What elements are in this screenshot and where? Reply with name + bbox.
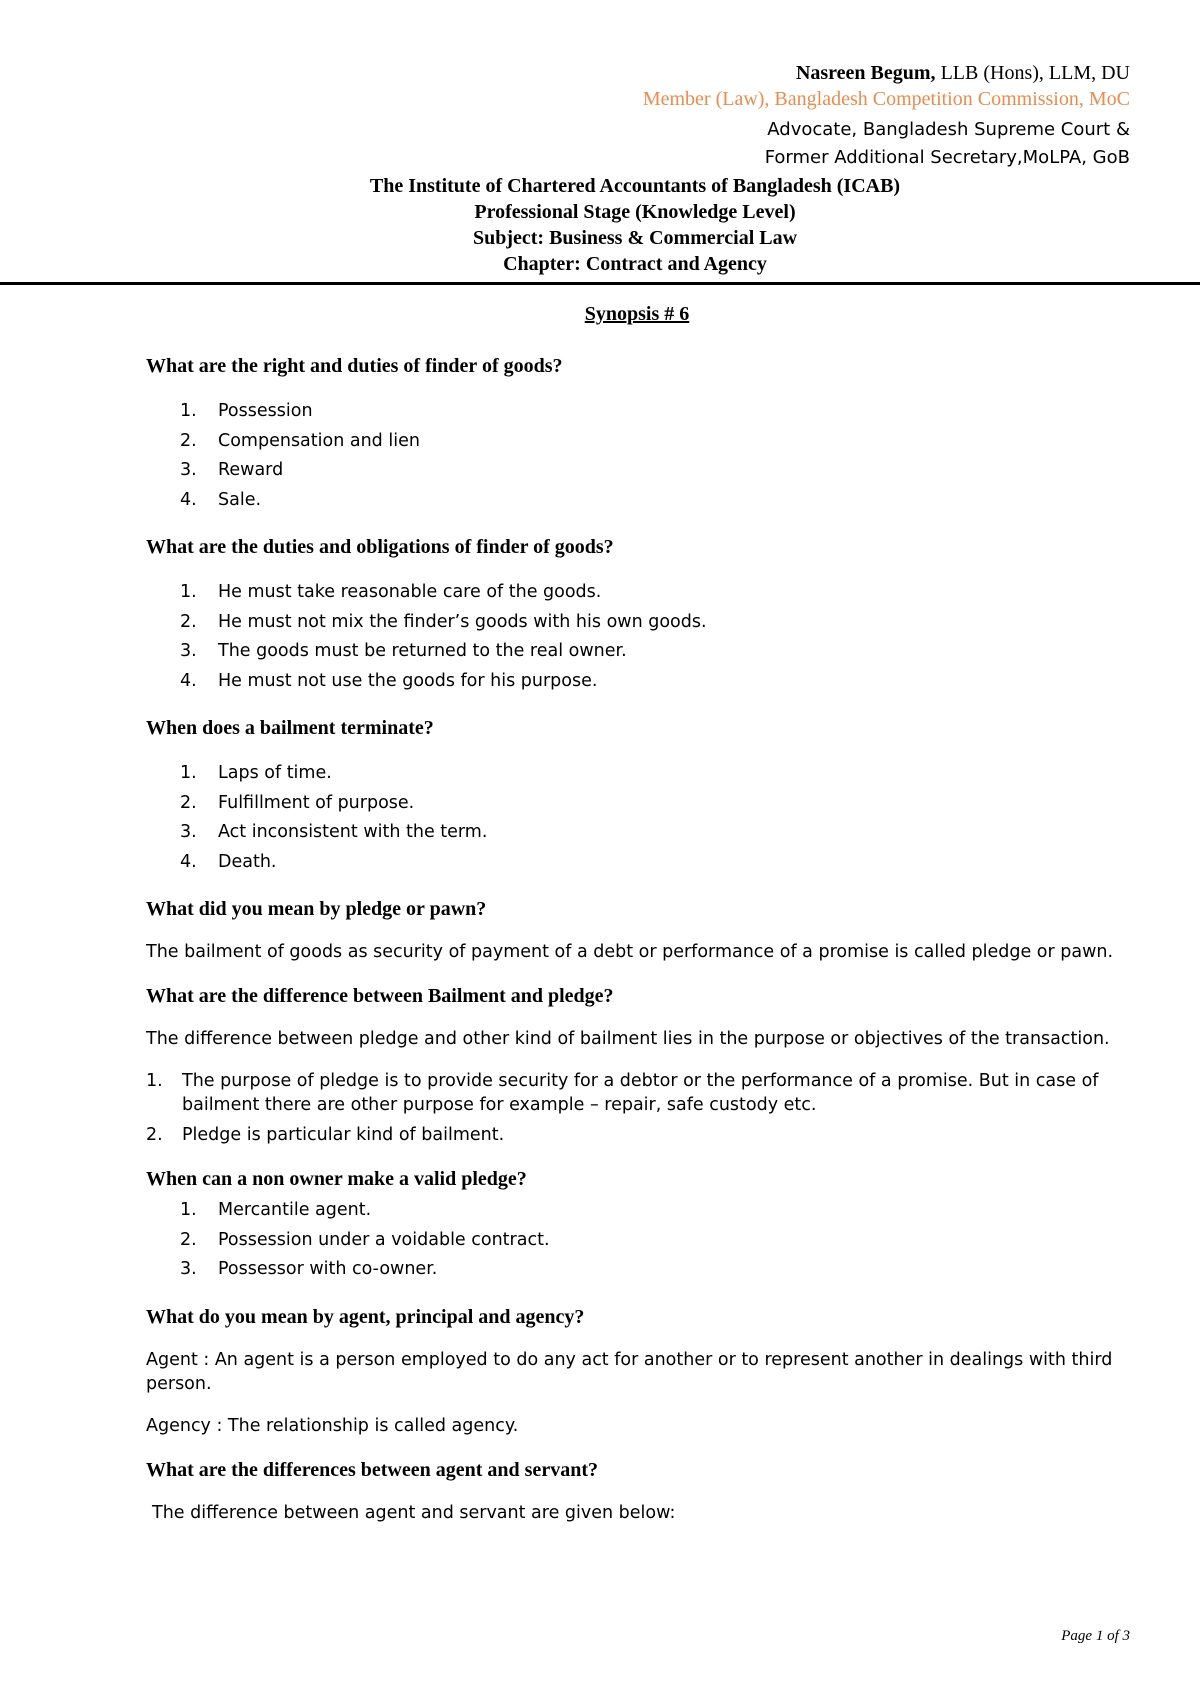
document-body <box>146 352 1126 1543</box>
chapter-title: Chapter: Contract and Agency <box>503 253 767 275</box>
question-heading: What are the difference between Bailment and pledge? <box>146 985 614 1007</box>
difference-list <box>146 1069 1126 1147</box>
list-item: 3. Reward <box>180 460 284 480</box>
bailment-termination-list <box>146 759 1126 877</box>
page-number: Page 1 of 3 <box>1061 1628 1130 1644</box>
question-heading: When can a non owner make a valid pledge? <box>146 1168 527 1190</box>
stage-title: Professional Stage (Knowledge Level) <box>474 201 796 223</box>
question-heading: What are the duties and obligations of finder of goods? <box>146 536 614 558</box>
question-heading: What are the differences between agent and servant? <box>146 1458 598 1481</box>
question-heading: When does a bailment terminate? <box>146 717 434 739</box>
answer-paragraph: The difference between pledge and other kind of bailment lies in the purpose or objectives of the transaction. <box>146 1029 1110 1049</box>
author-degrees: LLB (Hons), LLM, DU <box>935 62 1130 84</box>
list-item: 3. Possessor with co-owner. <box>180 1259 438 1279</box>
question-heading: What do you mean by agent, principal and agency? <box>146 1305 585 1328</box>
former-line: Former Additional Secretary,MoLPA, GoB <box>764 147 1130 168</box>
agent-definition: Agent : An agent is a person employed to do any act for another or to represent another in dealings with third person. <box>146 1349 1113 1394</box>
list-item: 1. Possession <box>180 401 313 421</box>
list-item: 4. Death. <box>180 851 277 872</box>
list-item: 2. Fulfillment of purpose. <box>180 792 415 813</box>
list-item: 1. Laps of time. <box>180 763 332 783</box>
non-owner-pledge-list <box>146 1196 1126 1285</box>
author-line <box>643 60 1130 86</box>
question-heading: What are the right and duties of finder of goods? <box>146 355 563 377</box>
list-item: 1. The purpose of pledge is to provide security for a debtor or the performance of a promise. But in case of bailment there are other purpose for example – repair, safe custody etc. <box>146 1071 1099 1115</box>
list-item: 2. Possession under a voidable contract. <box>180 1229 550 1250</box>
list-item: 2. Pledge is particular kind of bailment. <box>146 1125 505 1145</box>
list-item: 1. He must take reasonable care of the goods. <box>180 582 602 602</box>
answer-paragraph: The bailment of goods as security of payment of a debt or performance of a promise is called pledge or pawn. <box>146 942 1114 962</box>
list-item: 2. He must not mix the finder’s goods with his own goods. <box>180 611 707 632</box>
list-item: 4. Sale. <box>180 489 262 510</box>
list-item: 3. Act inconsistent with the term. <box>180 822 488 842</box>
member-line: Member (Law), Bangladesh Competition Commission, MoC <box>642 88 1130 110</box>
header-divider <box>0 282 1200 285</box>
agency-definition: Agency : The relationship is called agency. <box>146 1415 519 1436</box>
question-heading: What did you mean by pledge or pawn? <box>146 898 487 920</box>
advocate-line: Advocate, Bangladesh Supreme Court & <box>767 119 1130 140</box>
answer-paragraph: The difference between agent and servant are given below: <box>152 1502 676 1523</box>
list-item: 4. He must not use the goods for his purpose. <box>180 670 598 691</box>
author-block <box>643 60 1130 172</box>
list-item: 2. Compensation and lien <box>180 430 420 451</box>
subject-title: Subject: Business & Commercial Law <box>472 227 798 249</box>
author-name: Nasreen Begum, <box>795 62 936 84</box>
document-title-block <box>0 173 1200 277</box>
duties-list <box>146 578 1126 696</box>
list-item: 1. Mercantile agent. <box>180 1200 372 1220</box>
institute-title: The Institute of Chartered Accountants of Bangladesh (ICAB) <box>369 175 901 197</box>
rights-list <box>146 397 1126 515</box>
synopsis-heading: Synopsis # 6 <box>584 303 690 325</box>
list-item: 3. The goods must be returned to the real owner. <box>180 641 627 661</box>
